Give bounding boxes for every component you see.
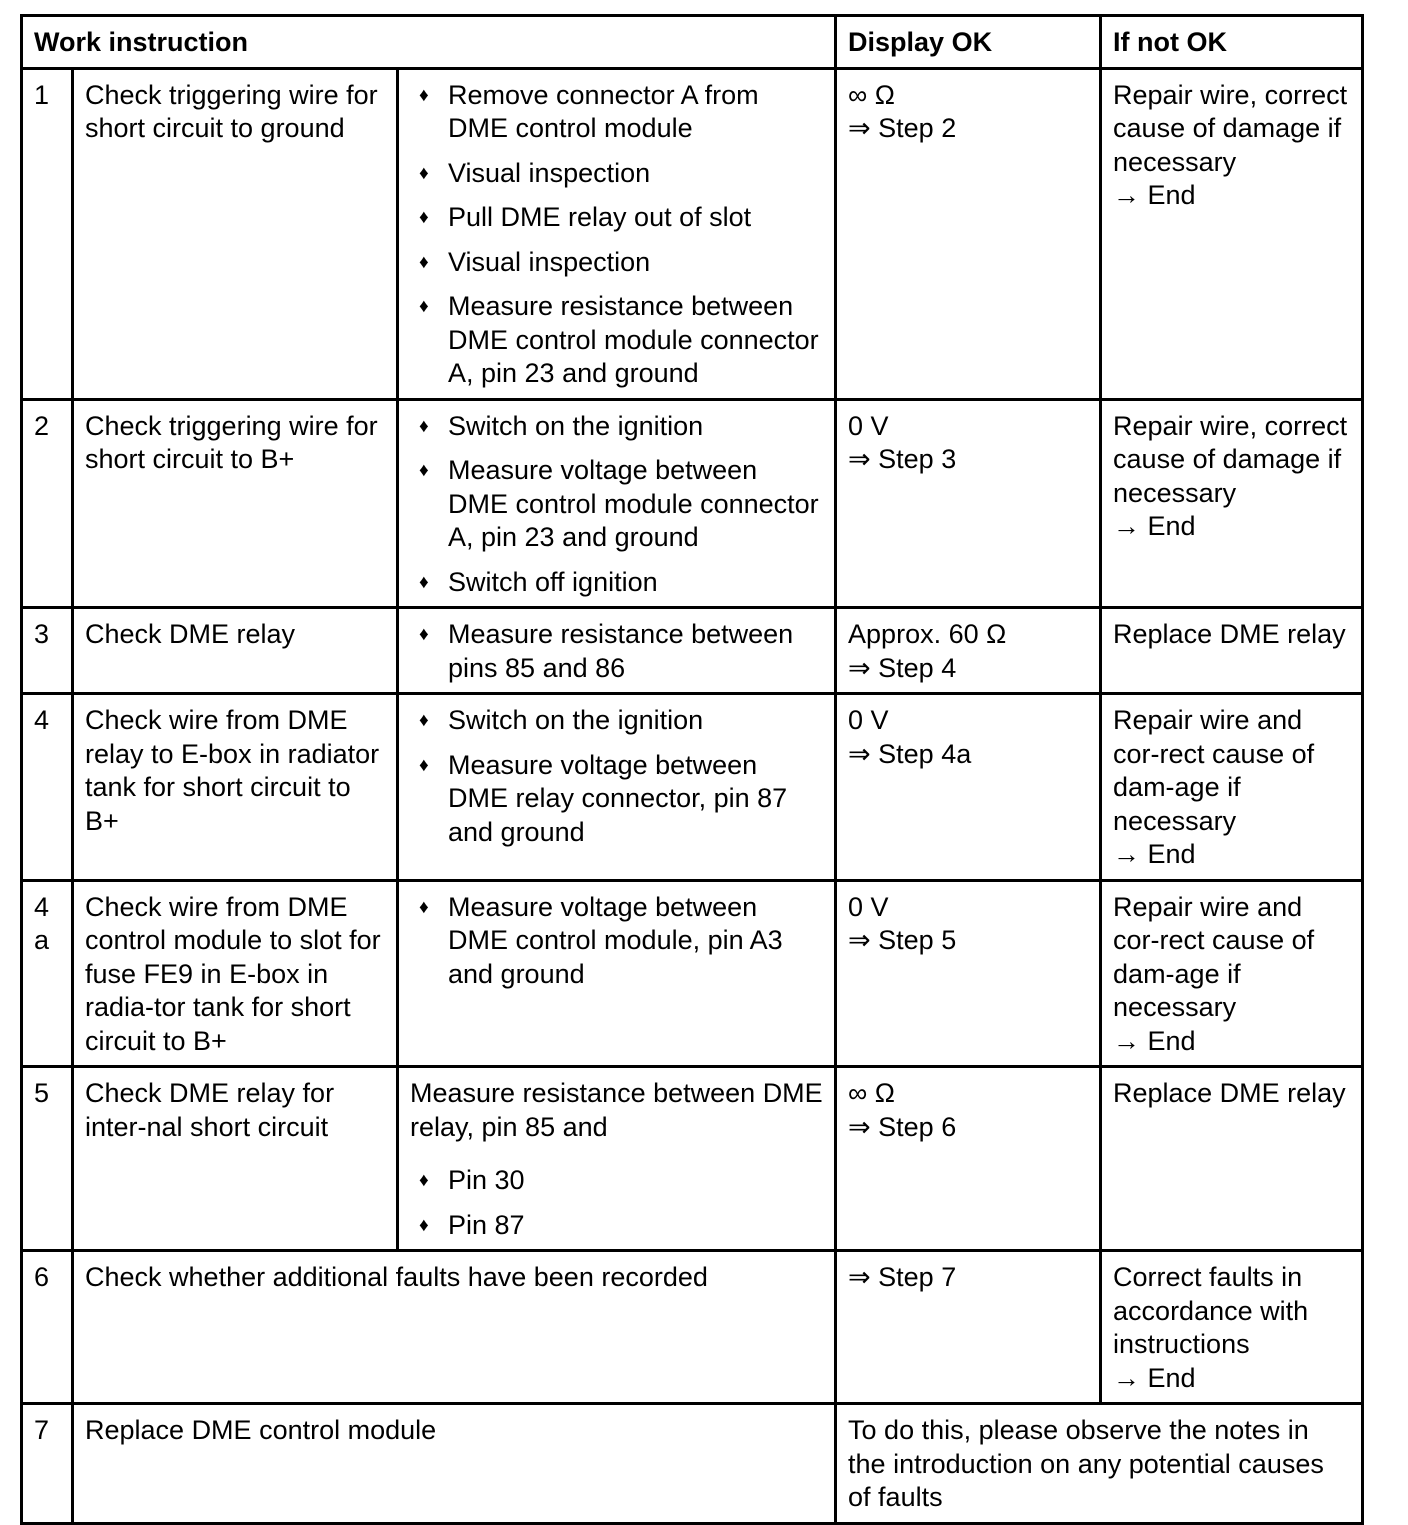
remedy-text: Repair wire, correct cause of damage if necessary bbox=[1113, 410, 1348, 508]
end-marker: → End bbox=[1113, 180, 1196, 210]
action-item: ♦ Remove connector A from DME control module bbox=[410, 79, 824, 146]
next-step: ⇒ Step 4a bbox=[848, 738, 972, 769]
remedy-text: Repair wire and cor-rect cause of dam-age if necessary bbox=[1113, 891, 1315, 1022]
table-row bbox=[22, 399, 1363, 608]
action-cell bbox=[398, 694, 836, 881]
action-item: ♦ Switch on the ignition bbox=[410, 410, 824, 444]
next-step: ⇒ Step 2 bbox=[848, 113, 957, 143]
table-row bbox=[22, 1251, 1363, 1404]
display-value: 0 V bbox=[848, 891, 889, 922]
display-ok-cell bbox=[836, 694, 1101, 881]
table-row bbox=[22, 1404, 1363, 1524]
work-instruction-table bbox=[20, 14, 1364, 1525]
end-marker: → End bbox=[1113, 1025, 1196, 1056]
if-not-ok-cell bbox=[1101, 399, 1363, 608]
display-value: ∞ Ω bbox=[848, 79, 895, 110]
check-description: Check whether additional faults have been recorded bbox=[73, 1251, 836, 1404]
if-not-ok-cell bbox=[1101, 68, 1363, 399]
step-number: 4 bbox=[22, 694, 73, 881]
action-item: ♦ Pull DME relay out of slot bbox=[410, 201, 824, 235]
next-step: ⇒ Step 5 bbox=[848, 925, 957, 955]
step-number: 5 bbox=[22, 1067, 73, 1251]
table-row bbox=[22, 1067, 1363, 1251]
step-number: 6 bbox=[22, 1251, 73, 1404]
end-marker: → End bbox=[1113, 1362, 1196, 1393]
display-value: 0 V bbox=[848, 705, 889, 735]
display-value: ∞ Ω bbox=[848, 1078, 895, 1108]
action-item: ♦ Pin 87 bbox=[410, 1209, 824, 1243]
end-marker: → End bbox=[1113, 511, 1196, 541]
check-description: Check wire from DME control module to slot for fuse FE9 in E-box in radia-tor tank for short circuit to B+ bbox=[73, 880, 398, 1067]
action-cell bbox=[398, 399, 836, 608]
step-number: 3 bbox=[22, 608, 73, 694]
action-item: ♦ Pin 30 bbox=[410, 1164, 824, 1198]
remedy-text: Repair wire and cor-rect cause of dam-age if necessary bbox=[1113, 705, 1315, 836]
table-row bbox=[22, 608, 1363, 694]
end-marker: → End bbox=[1113, 839, 1196, 869]
action-item: ♦ Switch on the ignition bbox=[410, 704, 824, 738]
check-description: Check triggering wire for short circuit to B+ bbox=[73, 399, 398, 608]
action-cell bbox=[398, 68, 836, 399]
header-work-instruction: Work instruction bbox=[22, 16, 836, 69]
next-step: ⇒ Step 3 bbox=[848, 444, 957, 474]
if-not-ok-cell bbox=[1101, 608, 1363, 694]
header-if-not-ok: If not OK bbox=[1101, 16, 1363, 69]
display-ok-cell bbox=[836, 608, 1101, 694]
display-value: Approx. 60 Ω bbox=[848, 619, 1007, 649]
action-cell bbox=[398, 880, 836, 1067]
header-display-ok: Display OK bbox=[836, 16, 1101, 69]
action-cell bbox=[398, 1067, 836, 1251]
display-ok-cell bbox=[836, 1067, 1101, 1251]
if-not-ok-cell bbox=[1101, 880, 1363, 1067]
next-step: ⇒ Step 4 bbox=[848, 652, 957, 683]
table-row bbox=[22, 694, 1363, 881]
action-item: ♦ Measure voltage between DME relay connector, pin 87 and ground bbox=[410, 749, 824, 850]
step-number: 1 bbox=[22, 68, 73, 399]
remedy-text: Repair wire, correct cause of damage if necessary bbox=[1113, 79, 1348, 177]
remedy-text: Replace DME relay bbox=[1113, 1078, 1346, 1108]
check-description: Replace DME control module bbox=[73, 1404, 836, 1524]
if-not-ok-cell bbox=[1101, 694, 1363, 881]
if-not-ok-cell bbox=[1101, 1251, 1363, 1404]
table-header-row bbox=[22, 16, 1363, 69]
action-item: ♦ Measure resistance between pins 85 and 86 bbox=[410, 618, 824, 685]
action-item: ♦ Measure resistance between DME control module connector A, pin 23 and ground bbox=[410, 290, 824, 391]
remedy-text: Correct faults in accordance with instructions bbox=[1113, 1262, 1309, 1359]
action-cell bbox=[398, 608, 836, 694]
action-item: ♦ Visual inspection bbox=[410, 246, 824, 280]
display-ok-cell bbox=[836, 1251, 1101, 1404]
check-description: Check DME relay for inter-nal short circuit bbox=[73, 1067, 398, 1251]
next-step: ⇒ Step 7 bbox=[848, 1262, 957, 1292]
action-item: ♦ Switch off ignition bbox=[410, 566, 824, 600]
next-step: ⇒ Step 6 bbox=[848, 1111, 957, 1142]
display-value: 0 V bbox=[848, 410, 889, 441]
action-item: ♦ Measure voltage between DME control module connector A, pin 23 and ground bbox=[410, 454, 824, 555]
display-ok-cell bbox=[836, 68, 1101, 399]
action-intro: Measure resistance between DME relay, pin 85 and bbox=[410, 1078, 823, 1142]
remedy-text: Replace DME relay bbox=[1113, 619, 1346, 649]
if-not-ok-cell bbox=[1101, 1067, 1363, 1251]
check-description: Check DME relay bbox=[73, 608, 398, 694]
display-ok-cell bbox=[836, 399, 1101, 608]
step-number: 4 a bbox=[22, 880, 73, 1067]
step-number: 2 bbox=[22, 399, 73, 608]
table-row bbox=[22, 880, 1363, 1067]
display-ok-cell bbox=[836, 880, 1101, 1067]
table-row bbox=[22, 68, 1363, 399]
action-item: ♦ Measure voltage between DME control module, pin A3 and ground bbox=[410, 891, 824, 992]
check-description: Check wire from DME relay to E-box in radiator tank for short circuit to B+ bbox=[73, 694, 398, 881]
check-description: Check triggering wire for short circuit to ground bbox=[73, 68, 398, 399]
note-cell: To do this, please observe the notes in the introduction on any potential causes of faults bbox=[836, 1404, 1363, 1524]
step-number: 7 bbox=[22, 1404, 73, 1524]
action-item: ♦ Visual inspection bbox=[410, 157, 824, 191]
